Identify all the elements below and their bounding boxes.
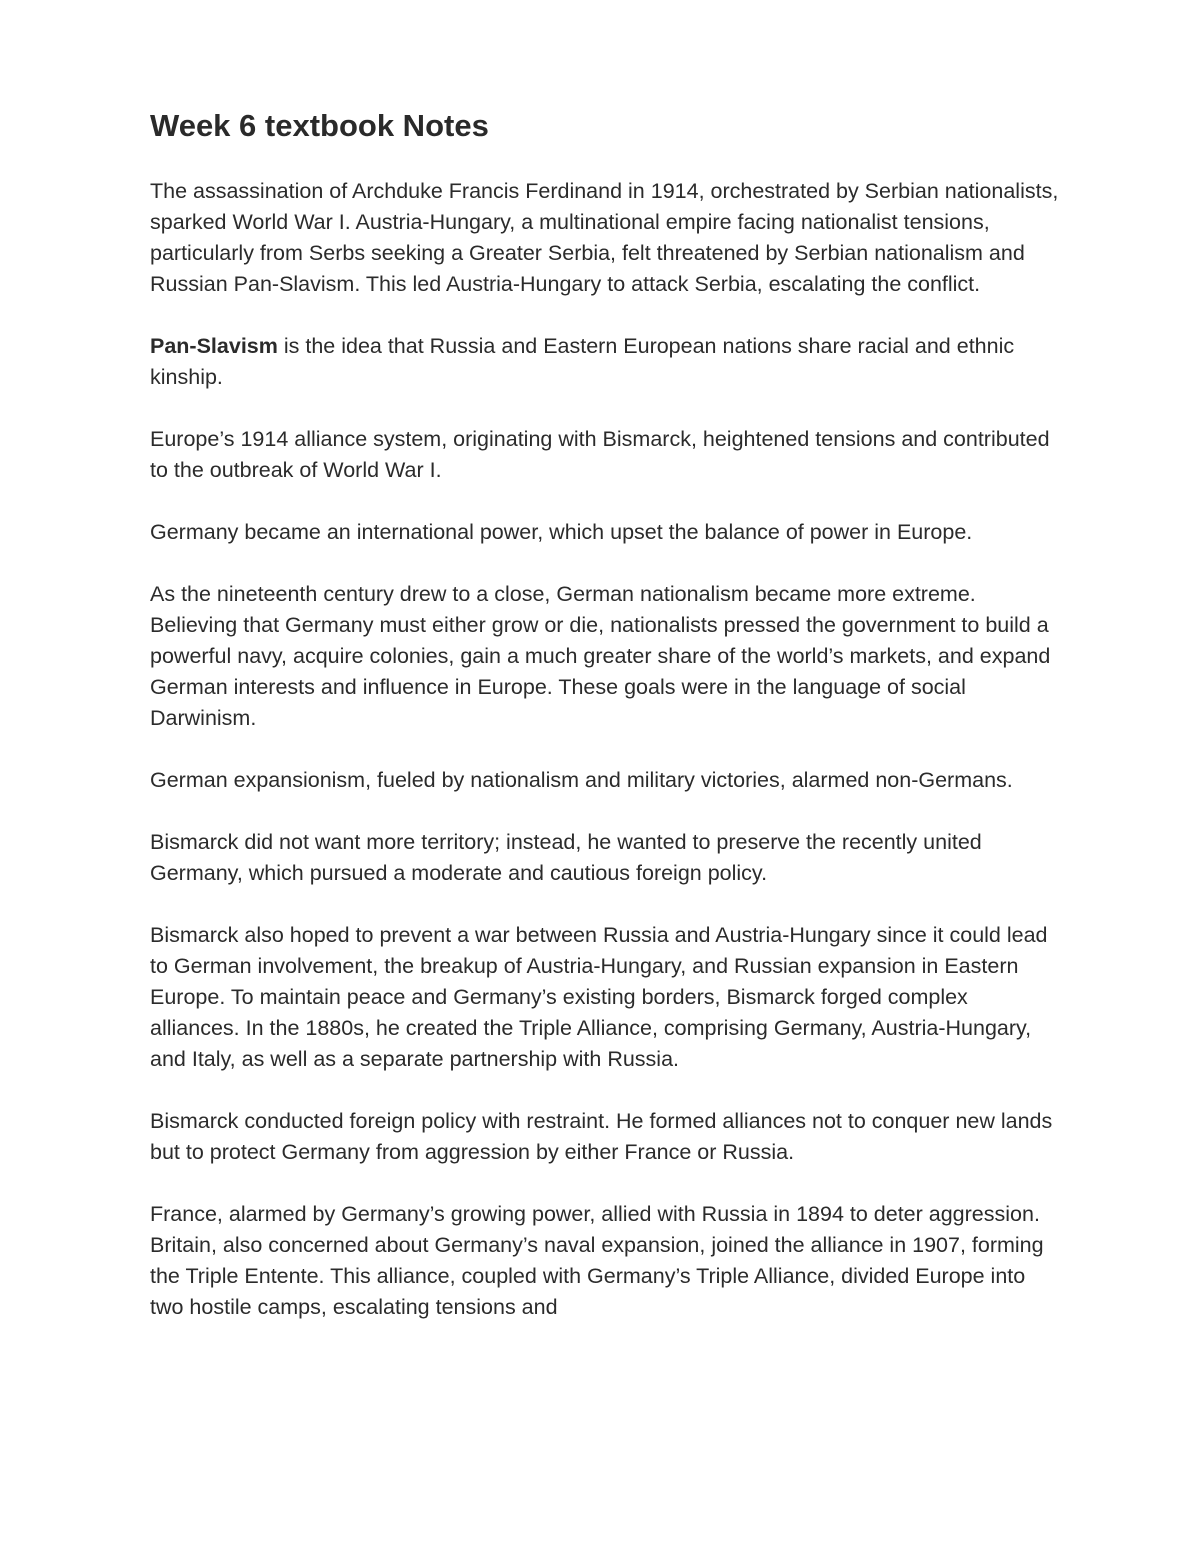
paragraph-term: Pan-Slavism [150, 334, 278, 358]
paragraph [150, 517, 1060, 548]
paragraph [150, 176, 1060, 300]
paragraph-text: France, alarmed by Germany’s growing power, allied with Russia in 1894 to deter aggression. Britain, also concerned about Germany’s naval expansion, joined the alliance in 1907, forming the Triple Entente. This alliance, coupled with Germany’s Triple Alliance, divided Europe into two hostile camps, escalating tensions and [150, 1202, 1044, 1319]
paragraph-text: The assassination of Archduke Francis Ferdinand in 1914, orchestrated by Serbian nationalists, sparked World War I. Austria-Hungary, a multinational empire facing nationalist tensions, particularly from Serbs seeking a Greater Serbia, felt threatened by Serbian nationalism and Russian Pan-Slavism. This led Austria-Hungary to attack Serbia, escalating the conflict. [150, 179, 1059, 296]
paragraph-text: As the nineteenth century drew to a close, German nationalism became more extreme. Believing that Germany must either grow or die, nationalists pressed the government to build a powerful navy, acquire colonies, gain a much greater share of the world’s markets, and expand German interests and influence in Europe. These goals were in the language of social Darwinism. [150, 582, 1051, 730]
paragraph-text: Germany became an international power, which upset the balance of power in Europe. [150, 520, 973, 544]
paragraph-text: Europe’s 1914 alliance system, originating with Bismarck, heightened tensions and contributed to the outbreak of World War I. [150, 427, 1050, 482]
paragraph [150, 579, 1060, 734]
paragraph [150, 331, 1060, 393]
paragraph-text: is the idea that Russia and Eastern European nations share racial and ethnic kinship. [150, 334, 1015, 389]
paragraph [150, 920, 1060, 1075]
document-page [150, 104, 1060, 1354]
paragraph-text: Bismarck conducted foreign policy with restraint. He formed alliances not to conquer new lands but to protect Germany from aggression by either France or Russia. [150, 1109, 1053, 1164]
paragraph-text: German expansionism, fueled by nationalism and military victories, alarmed non-Germans. [150, 768, 1013, 792]
paragraph [150, 1199, 1060, 1323]
paragraph [150, 1106, 1060, 1168]
paragraph [150, 827, 1060, 889]
paragraph-text: Bismarck also hoped to prevent a war between Russia and Austria-Hungary since it could lead to German involvement, the breakup of Austria-Hungary, and Russian expansion in Eastern Europe. To maintain peace and Germany’s existing borders, Bismarck forged complex alliances. In the 1880s, he created the Triple Alliance, comprising Germany, Austria-Hungary, and Italy, as well as a separate partnership with Russia. [150, 923, 1048, 1071]
document-title: Week 6 textbook Notes [150, 108, 489, 143]
paragraph [150, 765, 1060, 796]
paragraph [150, 424, 1060, 486]
paragraph-text: Bismarck did not want more territory; instead, he wanted to preserve the recently united Germany, which pursued a moderate and cautious foreign policy. [150, 830, 982, 885]
